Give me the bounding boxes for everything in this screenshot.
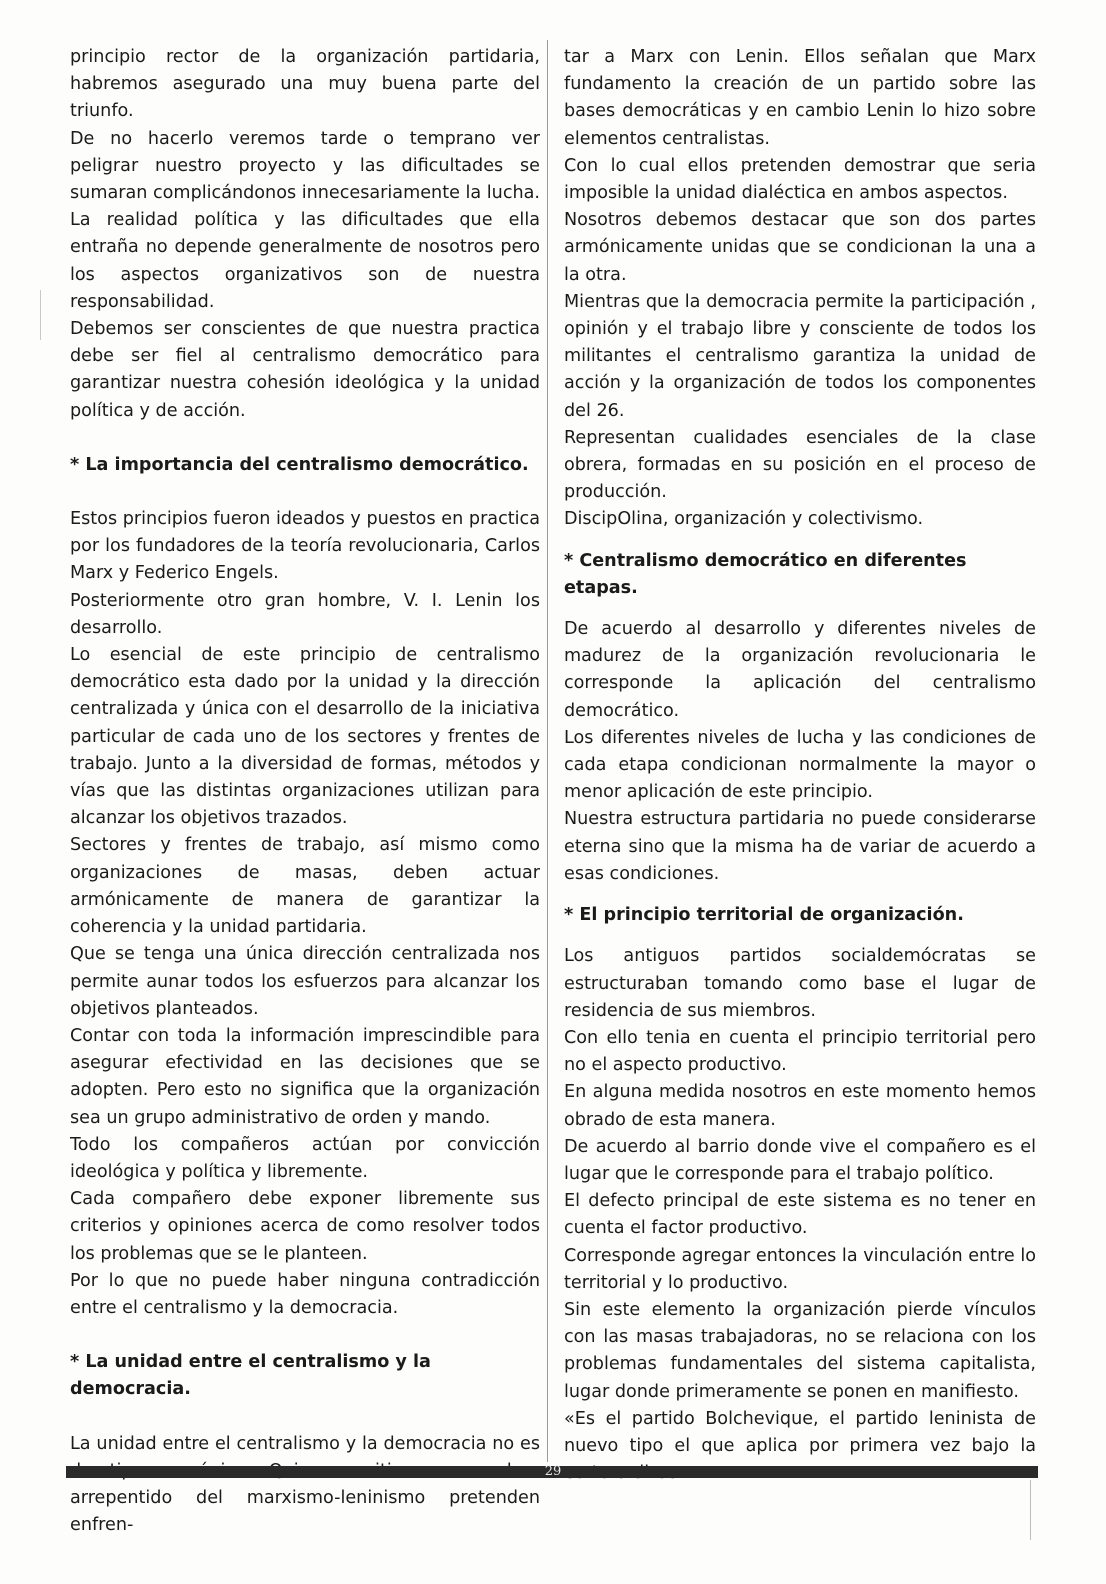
- paragraph: Los diferentes niveles de lucha y las condiciones de cada etapa condicionan normalmente la mayor o menor aplicación de este principio.: [564, 727, 1036, 803]
- paragraph: Contar con toda la información imprescindible para asegurar efectividad en las decisiones que se adopten. Pero esto no significa que la organización sea un grupo administrativo de orden y mando.: [70, 1025, 540, 1128]
- paragraph: Con ello tenia en cuenta el principio territorial pero no el aspecto productivo.: [564, 1027, 1036, 1076]
- paragraph: Lo esencial de este principio de centralismo democrático esta dado por la unidad y la dirección centralizada y única con el desarrollo de la iniciativa particular de cada uno de los sectores y frentes de trabajo. Junto a la diversidad de formas, métodos y vías que las distintas organizaciones utilizan para alcanzar los objetivos trazados.: [70, 645, 540, 829]
- paragraph: Por lo que no puede haber ninguna contradicción entre el centralismo y la democracia.: [70, 1270, 540, 1318]
- section-heading: * El principio territorial de organización.: [564, 905, 964, 926]
- paragraph: De no hacerlo veremos tarde o temprano ver peligrar nuestro proyecto y las dificultades se sumaran complicándonos innecesariamente la lucha.: [70, 128, 541, 204]
- paragraph: «Es el partido Bolchevique, el partido leninista de nuevo tipo el que aplica por primera vez bajo la: [564, 1408, 1036, 1456]
- paragraph: Con lo cual ellos pretenden demostrar que seria imposible la unidad dialéctica en ambos aspectos.: [564, 155, 1036, 204]
- paragraph: Estos principios fueron ideados y puestos en practica por los fundadores de la teoría revolucionaria, Carlos Marx y Federico Engels.: [70, 509, 540, 584]
- paragraph: Todo los compañeros actúan por convicción ideológica y política y libremente.: [70, 1134, 540, 1182]
- paragraph: Los antiguos partidos socialdemócratas se estructuraban tomando como base el lugar de residencia de sus miembros.: [564, 946, 1036, 1021]
- paragraph: Mientras que la democracia permite la participación , opinión y el trabajo libre y consciente de todos los militantes el centralismo garantiza la unidad de acción y la organización de todos los componentes del 26.: [564, 291, 1036, 421]
- scan-edge-mark: [1030, 1480, 1031, 1540]
- section-heading: * La unidad entre el centralismo y la democracia.: [70, 1352, 431, 1400]
- paragraph: De acuerdo al desarrollo y diferentes niveles de madurez de la organización revolucionaria le corresponde la aplicación del centralismo democrático.: [564, 619, 1036, 721]
- paragraph: tar a Marx con Lenin. Ellos señalan que Marx fundamento la creación de un partido sobre las bases democráticas y en cambio Lenin lo hizo sobre elementos centralistas.: [564, 47, 1036, 149]
- paragraph: La unidad entre el centralismo y la democracia no es arrepentido del marxismo-leninismo pretenden enfren-: [70, 1433, 540, 1536]
- paragraph: Sectores y frentes de trabajo, así mismo como organizaciones de masas, deben actuar armónicamente de manera de garantizar la coherencia y la unidad partidaria.: [70, 835, 540, 938]
- paragraph: Sin este elemento la organización pierde vínculos con las masas trabajadoras, no se relaciona con los problemas fundamentales del sistema capitalista, lugar donde primeramente se ponen en manifiesto.: [564, 1299, 1036, 1402]
- paragraph: El defecto principal de este sistema es no tener en cuenta el factor productivo.: [564, 1191, 1036, 1239]
- paragraph: Que se tenga una única dirección centralizada nos permite aunar todos los esfuerzos para alcanzar los objetivos planteados.: [70, 944, 540, 1019]
- section-heading: * Centralismo democrático en diferentes etapas.: [564, 550, 967, 598]
- column-divider: [547, 40, 548, 1462]
- paragraph: Posteriormente otro gran hombre, V. I. Lenin los desarrollo.: [70, 590, 540, 638]
- paragraph: Debemos ser conscientes de que nuestra practica debe ser fiel al centralismo democrático para garantizar nuestra cohesión ideológica y la unidad política y de acción.: [70, 319, 540, 421]
- section-heading: * La importancia del centralismo democrático.: [70, 454, 529, 475]
- paragraph: DiscipOlina, organización y colectivismo.: [564, 509, 924, 530]
- paragraph: Corresponde agregar entonces la vinculación entre lo territorial y lo productivo.: [564, 1245, 1036, 1293]
- paragraph: Representan cualidades esenciales de la clase obrera, formadas en su posición en el proceso de producción.: [564, 427, 1036, 503]
- paragraph: La realidad política y las dificultades que ella entraña no depende generalmente de nosotros pero los aspectos organizativos son de nuestra responsabilidad.: [70, 210, 540, 312]
- paragraph: De acuerdo al barrio donde vive el compañero es el lugar que le corresponde para el trabajo político.: [564, 1136, 1036, 1184]
- page-number: 29: [544, 1464, 562, 1479]
- paragraph: principio rector de la organización partidaria, habremos asegurado una muy buena parte del triunfo.: [70, 47, 540, 122]
- left-column: [70, 44, 540, 1539]
- paragraph: En alguna medida nosotros en este momento hemos obrado de esta manera.: [564, 1082, 1036, 1130]
- scan-edge-mark: [40, 290, 41, 340]
- paragraph: Nosotros debemos destacar que son dos partes armónicamente unidas que se condicionan la una a la otra.: [564, 210, 1036, 285]
- right-column: [564, 44, 1036, 1487]
- paragraph: Cada compañero debe exponer libremente sus criterios y opiniones acerca de como resolver todos los problemas que se le planteen.: [70, 1189, 540, 1264]
- paragraph: Nuestra estructura partidaria no puede considerarse eterna sino que la misma ha de variar de acuerdo a esas condiciones.: [564, 809, 1036, 884]
